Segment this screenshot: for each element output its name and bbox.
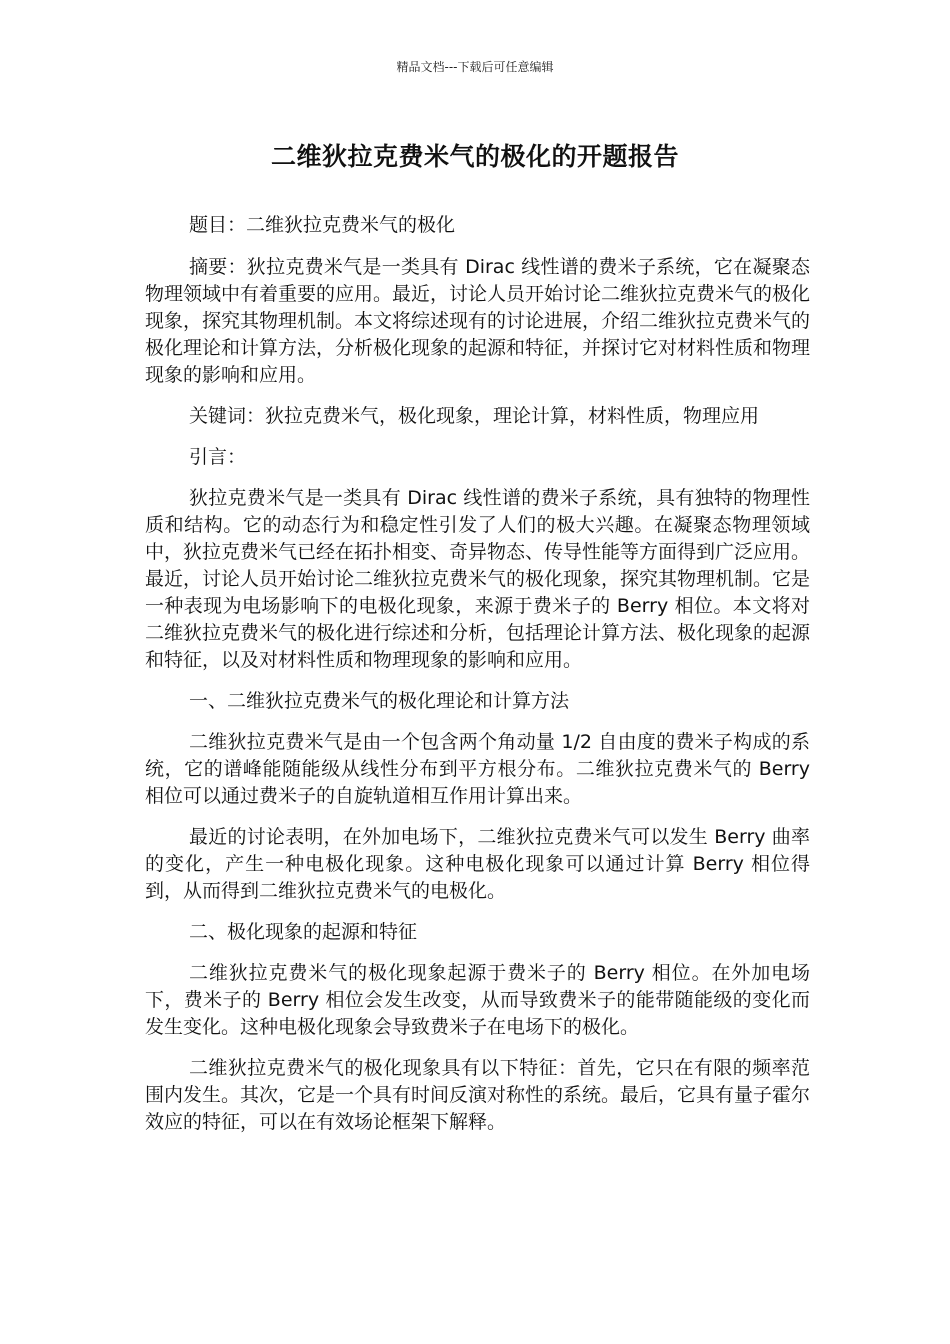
- abstract-paragraph: 摘要：狄拉克费米气是一类具有 Dirac 线性谱的费米子系统，它在凝聚态物理领域中有着重要的应用。最近，讨论人员开始讨论二维狄拉克费米气的极化现象，探究其物理机制。本文将综述现有的讨论进展，介绍二维狄拉克费米气的极化理论和计算方法，分析极化现象的起源和特征，并探讨它对材料性质和物理现象的影响和应用。: [145, 256, 811, 386]
- keywords-paragraph: 关键词：狄拉克费米气，极化现象，理论计算，材料性质，物理应用: [189, 405, 760, 427]
- section-2-paragraph-2: 二维狄拉克费米气的极化现象具有以下特征：首先，它只在有限的频率范围内发生。其次，它是一个具有时间反演对称性的系统。最后，它具有量子霍尔效应的特征，可以在有效场论框架下解释。: [145, 1057, 811, 1133]
- document-body: [145, 212, 810, 1150]
- section-2-paragraph-1: 二维狄拉克费米气的极化现象起源于费米子的 Berry 相位。在外加电场下，费米子的 Berry 相位会发生改变，从而导致费米子的能带随能级的变化而发生变化。这种电极化现象会导致费米子在电场下的极化。: [145, 962, 810, 1038]
- section-1-paragraph-2: 最近的讨论表明，在外加电场下，二维狄拉克费米气可以发生 Berry 曲率的变化，产生一种电极化现象。这种电极化现象可以通过计算 Berry 相位得到，从而得到二维狄拉克费米气的电极化。: [145, 826, 810, 902]
- section-1-heading: 一、二维狄拉克费米气的极化理论和计算方法: [189, 690, 570, 712]
- page-title: 二维狄拉克费米气的极化的开题报告: [270, 142, 679, 171]
- introduction-paragraph: 狄拉克费米气是一类具有 Dirac 线性谱的费米子系统，具有独特的物理性质和结构。它的动态行为和稳定性引发了人们的极大兴趣。在凝聚态物理领域中，狄拉克费米气已经在拓扑相变、奇异物态、传导性能等方面得到广泛应用。最近，讨论人员开始讨论二维狄拉克费米气的极化现象，探究其物理机制。它是一种表现为电场影响下的电极化现象，来源于费米子的 Berry 相位。本文将对二维狄拉克费米气的极化进行综述和分析，包括理论计算方法、极化现象的起源和特征，以及对材料性质和物理现象的影响和应用。: [145, 487, 811, 671]
- header-note: 精品文档---下载后可任意编辑: [396, 60, 554, 74]
- section-1-paragraph-1: 二维狄拉克费米气是由一个包含两个角动量 1/2 自由度的费米子构成的系统，它的谱峰能随能级从线性分布到平方根分布。二维狄拉克费米气的 Berry 相位可以通过费米子的自旋轨道相互作用计算出来。: [145, 731, 810, 807]
- section-2-heading: 二、极化现象的起源和特征: [189, 921, 418, 943]
- topic-paragraph: 题目：二维狄拉克费米气的极化: [189, 214, 456, 236]
- introduction-heading: 引言：: [189, 446, 247, 468]
